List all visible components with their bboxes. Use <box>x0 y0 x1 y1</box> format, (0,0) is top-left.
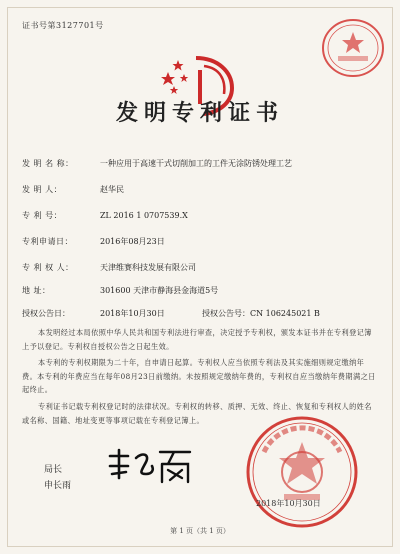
patent-number-label: 专 利 号： <box>22 211 63 220</box>
announce-number-value: CN 106245021 B <box>250 309 320 318</box>
patent-holder-label: 专 利 权 人： <box>22 263 74 272</box>
certificate-number: 证书号第3127701号 <box>22 21 104 30</box>
field-announcement <box>22 308 320 319</box>
announce-date-value: 2018年10月30日 <box>100 309 165 318</box>
filing-date-label: 专利申请日： <box>22 237 73 246</box>
announce-number <box>202 308 320 319</box>
patent-holder-value: 天津维赛科技发展有限公司 <box>100 263 196 272</box>
field-patent-number <box>22 210 188 221</box>
field-inventor <box>22 184 124 195</box>
agency-stamp-icon <box>318 16 388 80</box>
inventor-label: 发 明 人： <box>22 185 63 194</box>
address-label: 地 址： <box>22 286 51 295</box>
filing-date-value: 2016年08月23日 <box>100 237 165 246</box>
field-patent-holder <box>22 262 196 273</box>
paragraph-term: 本专利的专利权期限为二十年，自申请日起算。专利权人应当依照专利法及其实施细则规定缴纳年费。本专利的年费应当在每年08月23日前缴纳。未按照规定缴纳年费的，专利权自应当缴纳年费期满之日起终止。 <box>22 358 376 394</box>
paragraph-grant: 本发明经过本局依照中华人民共和国专利法进行审查，决定授予专利权，颁发本证书并在专利登记簿上予以登记。专利权自授权公告之日起生效。 <box>22 328 372 351</box>
invention-name-value: 一种应用于高速干式切削加工的工件无涂防锈处理工艺 <box>100 159 292 168</box>
certificate-title: 发明专利证书 <box>115 100 284 126</box>
announce-date-label: 授权公告日： <box>22 309 70 318</box>
announce-number-label: 授权公告号： <box>202 309 250 318</box>
patent-number-value: ZL 2016 1 0707539.X <box>100 211 188 220</box>
page-footer: 第 1 页（共 1 页） <box>170 527 230 535</box>
address-value: 301600 天津市静海县金海道5号 <box>100 286 219 295</box>
field-invention-name <box>22 158 292 169</box>
inventor-value: 赵华民 <box>100 185 124 194</box>
field-filing-date <box>22 236 165 247</box>
director-title: 局长 <box>44 465 63 475</box>
invention-name-label: 发 明 名 称： <box>22 159 74 168</box>
director-name: 申长雨 <box>44 481 72 491</box>
handwritten-signature-icon <box>102 444 194 488</box>
official-seal-icon <box>244 412 360 532</box>
paragraph-register: 专利证书记载专利权登记时的法律状况。专利权的转移、质押、无效、终止、恢复和专利权人的姓名或名称、国籍、地址变更等事项记载在专利登记簿上。 <box>22 402 372 425</box>
field-address <box>22 285 218 296</box>
seal-date: 2018年10月30日 <box>256 499 321 508</box>
